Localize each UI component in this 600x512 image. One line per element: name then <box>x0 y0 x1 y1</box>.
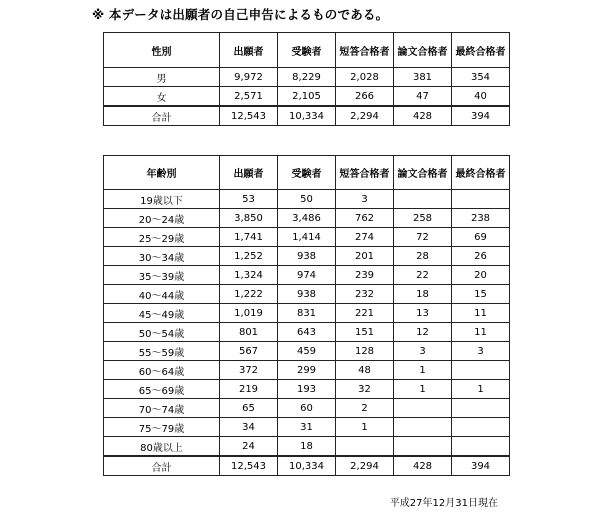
table-cell: 3 <box>336 190 394 209</box>
table-cell: 3 <box>394 342 452 361</box>
table-cell: 1,741 <box>220 228 278 247</box>
table-cell: 1,222 <box>220 285 278 304</box>
row-label: 20～24歳 <box>104 209 220 228</box>
table-row <box>104 418 510 437</box>
table-cell: 459 <box>278 342 336 361</box>
row-label: 55～59歳 <box>104 342 220 361</box>
table-cell: 50 <box>278 190 336 209</box>
table-row <box>104 437 510 457</box>
table-cell <box>452 361 510 380</box>
row-label: 男 <box>104 68 220 87</box>
row-label: 75～79歳 <box>104 418 220 437</box>
table-cell: 18 <box>278 437 336 457</box>
table-cell: 2,105 <box>278 87 336 107</box>
row-label: 50～54歳 <box>104 323 220 342</box>
total-label: 合計 <box>104 106 220 126</box>
table-row <box>104 399 510 418</box>
table-cell: 394 <box>452 456 510 476</box>
table-cell: 40 <box>452 87 510 107</box>
table-row <box>104 285 510 304</box>
table-cell: 372 <box>220 361 278 380</box>
header-row <box>104 156 510 190</box>
row-label: 80歳以上 <box>104 437 220 457</box>
row-label: 60～64歳 <box>104 361 220 380</box>
table-cell: 60 <box>278 399 336 418</box>
table-cell: 643 <box>278 323 336 342</box>
table-cell: 274 <box>336 228 394 247</box>
age-table <box>103 155 510 476</box>
table-cell: 11 <box>452 304 510 323</box>
table-cell: 28 <box>394 247 452 266</box>
table-cell <box>452 190 510 209</box>
table-cell: 1 <box>336 418 394 437</box>
table-cell: 24 <box>220 437 278 457</box>
table-row <box>104 380 510 399</box>
table-cell: 201 <box>336 247 394 266</box>
table-cell: 32 <box>336 380 394 399</box>
table-cell: 48 <box>336 361 394 380</box>
table-row <box>104 247 510 266</box>
table-cell: 938 <box>278 285 336 304</box>
table-cell: 938 <box>278 247 336 266</box>
table-cell <box>394 437 452 457</box>
column-header: 出願者 <box>220 33 278 68</box>
table-cell: 1,324 <box>220 266 278 285</box>
table-cell <box>394 418 452 437</box>
table-row <box>104 87 510 107</box>
table-cell <box>452 399 510 418</box>
column-header: 短答合格者 <box>336 33 394 68</box>
table-cell: 3,850 <box>220 209 278 228</box>
table-cell: 2 <box>336 399 394 418</box>
header-cell: 性別 <box>104 33 220 68</box>
table-cell: 394 <box>452 106 510 126</box>
table-cell <box>336 437 394 457</box>
table-cell: 10,334 <box>278 106 336 126</box>
header-row <box>104 33 510 68</box>
column-header: 出願者 <box>220 156 278 190</box>
row-label: 19歳以下 <box>104 190 220 209</box>
table-cell: 11 <box>452 323 510 342</box>
table-cell: 18 <box>394 285 452 304</box>
table-cell: 2,294 <box>336 456 394 476</box>
table-cell: 221 <box>336 304 394 323</box>
table-cell: 2,294 <box>336 106 394 126</box>
table-cell: 13 <box>394 304 452 323</box>
as-of-date: 平成27年12月31日現在 <box>389 498 498 509</box>
table-cell: 9,972 <box>220 68 278 87</box>
row-label: 45～49歳 <box>104 304 220 323</box>
table-cell: 47 <box>394 87 452 107</box>
table-cell: 1 <box>394 361 452 380</box>
table-cell: 20 <box>452 266 510 285</box>
table-row <box>104 266 510 285</box>
table-cell <box>452 437 510 457</box>
table-row <box>104 361 510 380</box>
table-cell <box>394 190 452 209</box>
table-cell: 299 <box>278 361 336 380</box>
table-cell: 34 <box>220 418 278 437</box>
table-cell: 974 <box>278 266 336 285</box>
table-cell: 428 <box>394 456 452 476</box>
row-label: 25～29歳 <box>104 228 220 247</box>
row-label: 女 <box>104 87 220 107</box>
table-cell: 65 <box>220 399 278 418</box>
table-row <box>104 342 510 361</box>
table-cell: 831 <box>278 304 336 323</box>
table-cell: 12,543 <box>220 456 278 476</box>
column-header: 最終合格者 <box>452 33 510 68</box>
column-header: 受験者 <box>278 33 336 68</box>
table-cell: 1,019 <box>220 304 278 323</box>
table-cell: 238 <box>452 209 510 228</box>
table-cell: 258 <box>394 209 452 228</box>
table-row <box>104 190 510 209</box>
table-cell: 10,334 <box>278 456 336 476</box>
table-cell: 801 <box>220 323 278 342</box>
table-cell: 12,543 <box>220 106 278 126</box>
table-cell: 232 <box>336 285 394 304</box>
table-cell: 266 <box>336 87 394 107</box>
table-cell: 3 <box>452 342 510 361</box>
column-header: 受験者 <box>278 156 336 190</box>
table-cell: 381 <box>394 68 452 87</box>
table-cell: 2,028 <box>336 68 394 87</box>
table-cell: 53 <box>220 190 278 209</box>
table-cell: 151 <box>336 323 394 342</box>
header-cell: 年齢別 <box>104 156 220 190</box>
column-header: 論文合格者 <box>394 156 452 190</box>
table-cell: 354 <box>452 68 510 87</box>
table-cell: 1,414 <box>278 228 336 247</box>
row-label: 40～44歳 <box>104 285 220 304</box>
total-row <box>104 106 510 126</box>
table-cell: 69 <box>452 228 510 247</box>
table-row <box>104 228 510 247</box>
column-header: 最終合格者 <box>452 156 510 190</box>
row-label: 70～74歳 <box>104 399 220 418</box>
table-cell: 8,229 <box>278 68 336 87</box>
row-label: 65～69歳 <box>104 380 220 399</box>
table-row <box>104 68 510 87</box>
row-label: 30～34歳 <box>104 247 220 266</box>
table-cell: 1 <box>452 380 510 399</box>
total-row <box>104 456 510 476</box>
table-cell: 428 <box>394 106 452 126</box>
table-cell: 3,486 <box>278 209 336 228</box>
gender-table <box>103 32 510 126</box>
table-cell: 72 <box>394 228 452 247</box>
table-cell: 26 <box>452 247 510 266</box>
table-cell: 128 <box>336 342 394 361</box>
table-cell: 239 <box>336 266 394 285</box>
table-cell: 762 <box>336 209 394 228</box>
table-cell: 15 <box>452 285 510 304</box>
note-text: ※ 本データは出願者の自己申告によるものである。 <box>92 7 389 22</box>
table-cell: 219 <box>220 380 278 399</box>
total-label: 合計 <box>104 456 220 476</box>
table-cell: 567 <box>220 342 278 361</box>
table-cell: 22 <box>394 266 452 285</box>
column-header: 短答合格者 <box>336 156 394 190</box>
table-cell: 2,571 <box>220 87 278 107</box>
table-cell: 193 <box>278 380 336 399</box>
table-cell: 1,252 <box>220 247 278 266</box>
table-row <box>104 323 510 342</box>
column-header: 論文合格者 <box>394 33 452 68</box>
table-cell: 31 <box>278 418 336 437</box>
table-cell: 12 <box>394 323 452 342</box>
table-row <box>104 304 510 323</box>
row-label: 35～39歳 <box>104 266 220 285</box>
table-cell <box>452 418 510 437</box>
table-row <box>104 209 510 228</box>
table-cell: 1 <box>394 380 452 399</box>
table-cell <box>394 399 452 418</box>
